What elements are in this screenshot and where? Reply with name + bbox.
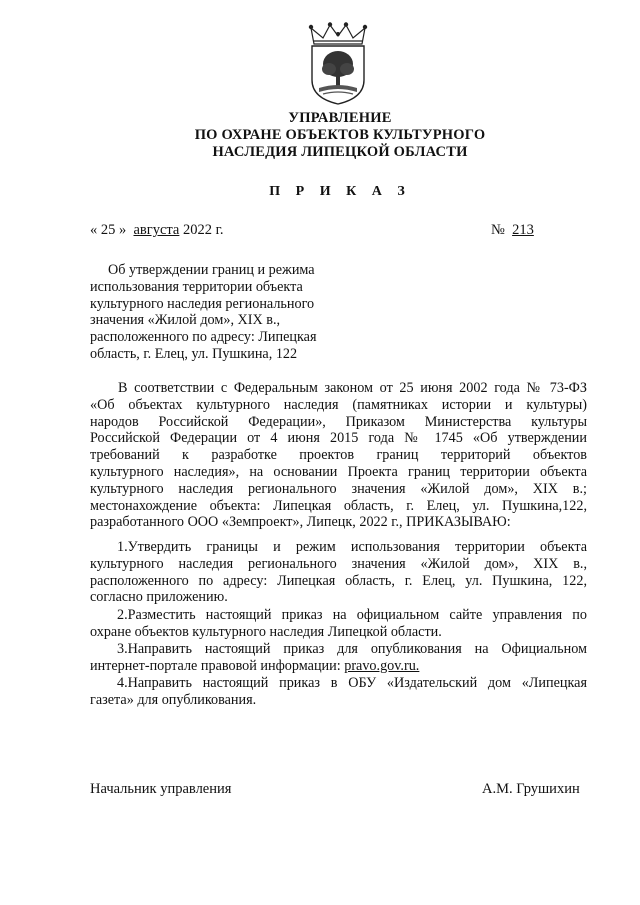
item-3-line-text: интернет-портале правовой информации: <box>90 657 345 674</box>
date-month: августа <box>133 222 180 238</box>
item-1-line: 1.Утвердить границы и режим использования территории объекта <box>117 539 587 555</box>
subject-line: область, г. Елец, ул. Пушкина, 122 <box>90 345 298 362</box>
date-day: 25 <box>100 222 116 238</box>
order-number <box>491 222 534 239</box>
org-name-line-1: УПРАВЛЕНИЕ <box>288 110 392 126</box>
number-sign: № <box>491 222 505 238</box>
date-open-quote: « <box>90 222 98 238</box>
item-1-line: культурного наследия регионального значения «Жилой дом», XIX в., <box>90 555 587 572</box>
preamble-line: народов Российской Федерации», Приказом Министерства культуры <box>90 413 587 430</box>
item-3-line: 3.Направить настоящий приказ для опубликования на Официальном <box>117 641 587 657</box>
preamble-line: культурного наследия», на основании Проекта границ территории объекта <box>90 463 587 480</box>
preamble-line: разработанного ООО «Земпроект», Липецк, 2022 г., ПРИКАЗЫВАЮ: <box>90 514 511 531</box>
subject-line: использования территории объекта <box>90 278 303 295</box>
preamble-line: В соответствии с Федеральным законом от 25 июня 2002 года № 73-ФЗ <box>118 380 587 396</box>
item-2-line: 2.Разместить настоящий приказ на официальном сайте управления по <box>117 607 587 623</box>
preamble-line: требований к разработке проектов границ территорий объектов <box>90 447 587 464</box>
crown-icon <box>309 23 366 44</box>
date-close-quote: » <box>119 222 127 238</box>
preamble-line: культурного наследия регионального значения «Жилой дом», XIX в.; <box>90 480 587 497</box>
item-4-paragraph <box>90 675 587 709</box>
number-value: 213 <box>512 222 534 238</box>
item-2-line: охране объектов культурного наследия Липецкой области. <box>90 623 442 640</box>
subject-line: Об утверждении границ и режима <box>108 262 315 278</box>
subject-line: культурного наследия регионального <box>90 295 315 312</box>
item-3-paragraph <box>90 641 587 675</box>
signatory-position: Начальник управления <box>90 781 232 797</box>
pravo-gov-link[interactable]: pravo.gov.ru. <box>344 657 420 674</box>
coat-of-arms-emblem <box>301 22 375 106</box>
preamble-line: «Об объектах культурного наследия (памятниках истории и культуры) <box>90 396 587 413</box>
order-date <box>90 222 224 239</box>
org-name-line-3: НАСЛЕДИЯ ЛИПЕЦКОЙ ОБЛАСТИ <box>212 144 468 160</box>
preamble-paragraph <box>90 380 587 531</box>
item-3-line <box>90 658 587 675</box>
item-4-line: газета» для опубликования. <box>90 691 257 708</box>
org-name-line-2: ПО ОХРАНЕ ОБЪЕКТОВ КУЛЬТУРНОГО <box>194 127 486 143</box>
item-2-paragraph <box>90 607 587 641</box>
order-subject <box>90 262 350 363</box>
date-year: 2022 г. <box>183 222 224 238</box>
item-1-paragraph <box>90 539 587 606</box>
signatory-name: А.М. Грушихин <box>482 781 580 797</box>
preamble-line: местонахождение объекта: Липецкая область, г. Елец, ул. Пушкина,122, <box>90 497 587 514</box>
item-1-line: согласно приложению. <box>90 589 228 606</box>
item-1-line: расположенного по адресу: Липецкая область, г. Елец, ул. Пушкина, 122, <box>90 572 587 589</box>
item-4-line: 4.Направить настоящий приказ в ОБУ «Издательский дом «Липецкая <box>117 675 587 691</box>
subject-line: значения «Жилой дом», XIX в., <box>90 312 281 329</box>
preamble-line: Российской Федерации от 4 июня 2015 года № 1745 «Об утверждении <box>90 430 587 447</box>
document-type: П Р И К А З <box>269 184 411 199</box>
subject-line: расположенного по адресу: Липецкая <box>90 329 317 346</box>
